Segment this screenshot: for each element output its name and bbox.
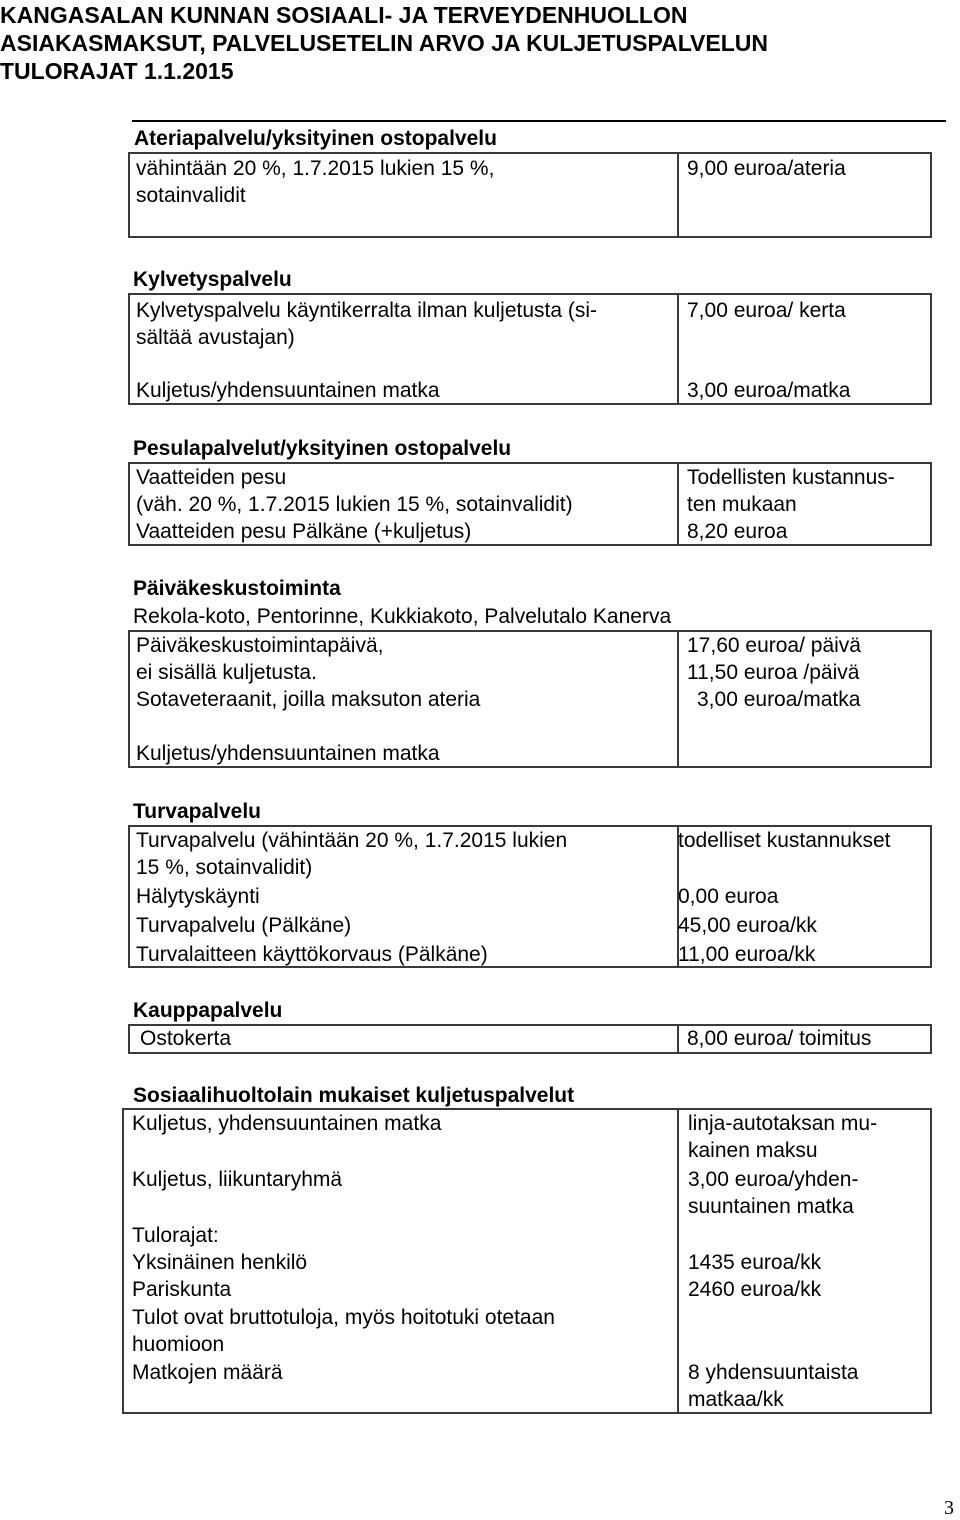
pesula-left-1: Vaatteiden pesu: [136, 466, 287, 489]
kylvetys-row1-line2: sältää avustajan): [136, 326, 295, 349]
kuljetus-left-line: Kuljetus, liikuntaryhmä: [132, 1168, 343, 1191]
pesula-divider: [677, 462, 679, 546]
paivakeskus-right-1: 17,60 euroa/ päivä: [687, 634, 861, 657]
kylvetys-row1-price: 7,00 euroa/ kerta: [687, 299, 846, 322]
turva-row-label: Turvapalvelu (vähintään 20 %, 1.7.2015 lukien: [136, 829, 568, 852]
paivakeskus-left-1: Päiväkeskustoimintapäivä,: [136, 634, 384, 657]
kuljetus-left-line: Matkojen määrä: [132, 1361, 283, 1384]
ateria-divider: [677, 152, 679, 238]
kuljetus-right-line: 2460 euroa/kk: [688, 1278, 822, 1301]
header-rule: [132, 120, 946, 122]
heading-kauppapalvelu: Kauppapalvelu: [133, 999, 283, 1022]
paivakeskus-places: Rekola-koto, Pentorinne, Kukkiakoto, Palvelutalo Kanerva: [133, 605, 672, 628]
kuljetus-left-line: Pariskunta: [132, 1278, 232, 1301]
turva-row-price: 0,00 euroa: [678, 885, 779, 908]
ateria-price: 9,00 euroa/ateria: [687, 157, 846, 180]
pesula-right-3: 8,20 euroa: [687, 520, 788, 543]
kauppa-label: Ostokerta: [140, 1027, 232, 1050]
title-line-3: TULORAJAT 1.1.2015: [0, 58, 234, 84]
kuljetus-left-line: huomioon: [132, 1333, 225, 1356]
kuljetus-right-line: matkaa/kk: [688, 1388, 784, 1411]
pesula-left-3: Vaatteiden pesu Pälkäne (+kuljetus): [136, 520, 472, 543]
kauppa-divider: [677, 1024, 679, 1054]
kylvetys-divider: [677, 293, 679, 405]
kylvetys-row2: Kuljetus/yhdensuuntainen matka: [136, 379, 440, 402]
heading-pesulapalvelut: Pesulapalvelut/yksityinen ostopalvelu: [133, 437, 512, 460]
turva-row-price: 11,00 euroa/kk: [678, 943, 816, 966]
paivakeskus-left-2: ei sisällä kuljetusta.: [136, 661, 317, 684]
kylvetys-row1-line1: Kylvetyspalvelu käyntikerralta ilman kuljetusta (si-: [136, 299, 598, 322]
turva-row-price: 45,00 euroa/kk: [678, 914, 817, 937]
ateria-desc-2: sotainvalidit: [136, 184, 246, 207]
kuljetus-right-line: suuntainen matka: [688, 1195, 854, 1218]
kuljetus-left-line: Tulot ovat bruttotuloja, myös hoitotuki otetaan: [132, 1306, 555, 1329]
pesula-right-1: Todellisten kustannus-: [687, 466, 895, 489]
kuljetus-right-line: 1435 euroa/kk: [688, 1251, 822, 1274]
paivakeskus-transport: Kuljetus/yhdensuuntainen matka: [136, 742, 440, 765]
heading-turvapalvelu: Turvapalvelu: [133, 800, 261, 823]
pesula-right-2: ten mukaan: [687, 493, 797, 516]
kuljetus-right-line: linja-autotaksan mu-: [688, 1112, 878, 1135]
kauppa-price: 8,00 euroa/ toimitus: [687, 1027, 872, 1050]
paivakeskus-right-3: 3,00 euroa/matka: [697, 688, 861, 711]
kuljetus-right-line: 8 yhdensuuntaista: [688, 1361, 859, 1384]
page-number: 3: [944, 1497, 954, 1519]
kuljetus-divider: [677, 1108, 679, 1414]
heading-ateriapalvelu: Ateriapalvelu/yksityinen ostopalvelu: [134, 127, 497, 150]
kuljetus-right-line: 3,00 euroa/yhden-: [688, 1168, 859, 1191]
turva-row-label: Turvalaitteen käyttökorvaus (Pälkäne): [136, 943, 488, 966]
paivakeskus-right-2: 11,50 euroa /päivä: [687, 661, 860, 684]
heading-paivakeskustoiminta: Päiväkeskustoiminta: [133, 577, 341, 600]
turva-row-label: Turvapalvelu (Pälkäne): [136, 914, 352, 937]
title-line-1: KANGASALAN KUNNAN SOSIAALI- JA TERVEYDENHUOLLON: [0, 2, 688, 28]
kuljetus-left-line: Tulorajat:: [132, 1224, 219, 1247]
kuljetus-left-line: Kuljetus, yhdensuuntainen matka: [132, 1112, 442, 1135]
heading-kylvetyspalvelu: Kylvetyspalvelu: [133, 268, 292, 291]
turva-row-price: todelliset kustannukset: [678, 829, 891, 852]
title-line-2: ASIAKASMAKSUT, PALVELUSETELIN ARVO JA KULJETUSPALVELUN: [0, 30, 769, 56]
turva-row-label: Hälytyskäynti: [136, 885, 260, 908]
pesula-left-2: (väh. 20 %, 1.7.2015 lukien 15 %, sotainvalidit): [136, 493, 573, 516]
kuljetus-right-line: kainen maksu: [688, 1139, 818, 1162]
kuljetus-left-line: Yksinäinen henkilö: [132, 1251, 308, 1274]
turva-row-label: 15 %, sotainvalidit): [136, 856, 313, 879]
kylvetys-row2-price: 3,00 euroa/matka: [687, 379, 851, 402]
heading-kuljetuspalvelut: Sosiaalihuoltolain mukaiset kuljetuspalvelut: [133, 1084, 575, 1107]
ateria-desc-1: vähintään 20 %, 1.7.2015 lukien 15 %,: [136, 157, 495, 180]
paivakeskus-left-3: Sotaveteraanit, joilla maksuton ateria: [136, 688, 481, 711]
paivakeskus-divider: [677, 630, 679, 768]
